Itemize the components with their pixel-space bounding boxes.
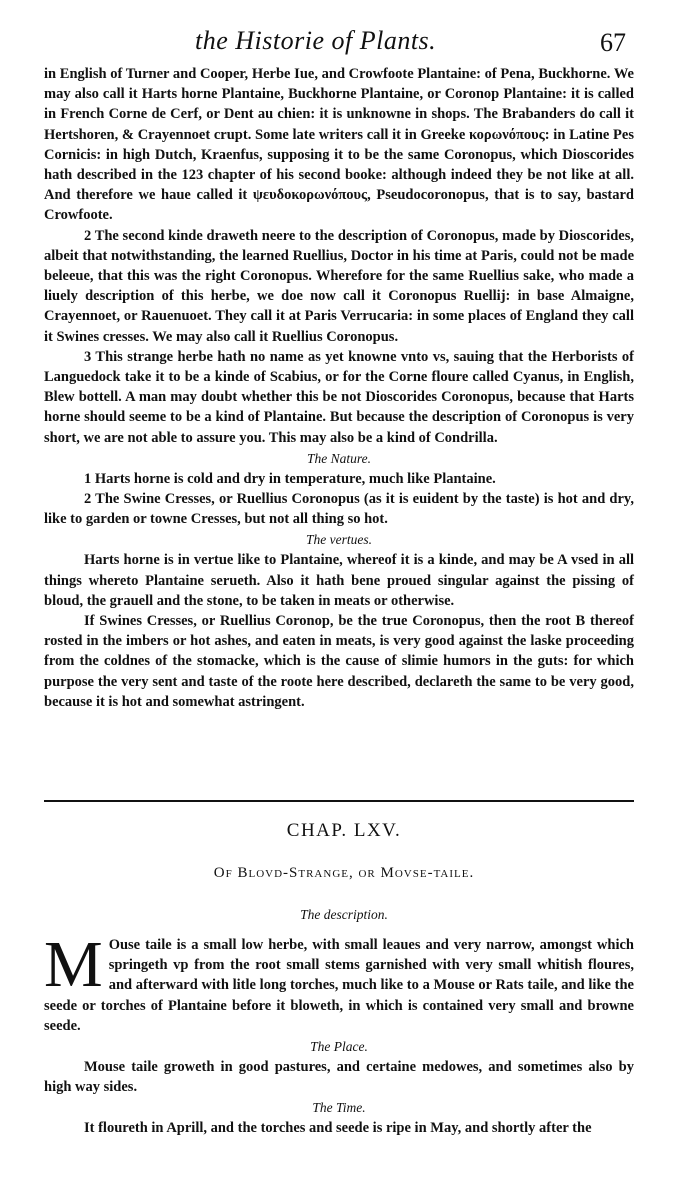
- chapter-64-continuation: [44, 64, 634, 712]
- drop-cap: M: [44, 928, 103, 1001]
- paragraph-second-kinde: 2 The second kinde draweth neere to the description of Coronopus, made by Dioscorides, albeit that notwithstanding, the learned Ruellius, Doctor in his time at Paris, could not be made beleeue, that this was the right Coronopus. Wherefore for the same Ruellius sake, who made a liuely description of this herbe, we doe now call it Coronopus Ruellij: in base Almaigne, Crayennoet, or Rauenuoet. They call it at Paris Verrucaria: in some places of England they call it Swines cresses. We may also call it Ruellius Coronopus.: [44, 227, 634, 345]
- nature-item-2: 2 The Swine Cresses, or Ruellius Coronopus (as it is euident by the taste) is hot and dry, like to garden or towne Cresses, but not all thing so hot.: [44, 491, 634, 528]
- page-number: 67: [600, 28, 626, 57]
- vertue-b: If Swines Cresses, or Ruellius Coronop, be the true Coronopus, then the root B thereof rosted in the imbers or hot ashes, and eaten in meats, is very good against the laske proceeding from the coldnes of the stomacke, which is the cause of slimie humors in the guts: for which purpose the very sent and taste of the roote here described, declareth the same to be very good, because it is hot and somewhat astringent.: [44, 613, 634, 710]
- chapter-65-body: [44, 928, 634, 1139]
- running-title: the Historie of Plants.: [195, 26, 437, 55]
- nature-heading: The Nature.: [307, 450, 371, 466]
- description-paragraph: [44, 928, 634, 1036]
- time-heading: The Time.: [312, 1100, 366, 1116]
- chapter-heading: CHAP. LXV.: [286, 820, 402, 841]
- page-header: [0, 22, 688, 62]
- place-paragraph: Mouse taile groweth in good pastures, and certaine medowes, and sometimes also by high way sides.: [44, 1059, 634, 1096]
- description-text: Ouse taile is a small low herbe, with small leaues and very narrow, amongst which springeth vp from the root small stems garnished with very small whitish floures, and afterward with litle long torches, much like to a Mouse or Rats taile, and like the seede or torches of Plantaine before it bloweth, in which is contained very small and browne seede.: [44, 937, 634, 1034]
- time-paragraph: It floureth in Aprill, and the torches and seede is ripe in May, and shortly after the: [84, 1120, 592, 1137]
- chapter-subtitle: Of Blovd-Strange, or Movse-taile.: [213, 865, 475, 881]
- vertue-a: Harts horne is in vertue like to Plantaine, whereof it is a kinde, and may be A vsed in all things whereto Plantaine serueth. Also it hath bene proued singular against the pissing of bloud, the grauell and the stone, to be taken in meats or otherwise.: [44, 552, 634, 609]
- nature-item-1: 1 Harts horne is cold and dry in temperature, much like Plantaine.: [84, 470, 496, 487]
- description-heading: The description.: [300, 907, 388, 922]
- paragraph-names: in English of Turner and Cooper, Herbe Iue, and Crowfoote Plantaine: of Pena, Buckhorne. We may also call it Harts horne Plantaine, Buckhorne Plantaine, or Coronop Plantaine: it is called in French Corne de Cerf, or Dent au chien: it is unknowne in shops. The Brabanders do call it Hertshoren, & Crayennoet crupt. Some late writers call it in Greeke κορωνόπους: in Latine Pes Cornicis: in high Dutch, Kraenfus, supposing it to be the same Coronopus, which Dioscorides hath described in the 123 chapter of his second booke: although indeed they be not like at all. And therefore we haue called it ψευδοκορωνόπους, Pseudocoronopus, that is to say, bastard Crowfoote.: [44, 66, 634, 224]
- place-heading: The Place.: [310, 1039, 368, 1055]
- section-divider: [44, 800, 634, 802]
- paragraph-third-kinde: 3 This strange herbe hath no name as yet knowne vnto vs, sauing that the Herborists of Languedock take it to be a kinde of Scabius, or for the Corne floure called Cyanus, in English, Blew bottell. A man may doubt whether this be not Dioscorides Coronopus, because that Harts horne should seeme to be a kind of Plantaine. But because the description of Coronopus is very short, we are not able to assure you. This may also be a kind of Condrilla.: [44, 348, 634, 446]
- vertues-heading: The vertues.: [306, 532, 372, 548]
